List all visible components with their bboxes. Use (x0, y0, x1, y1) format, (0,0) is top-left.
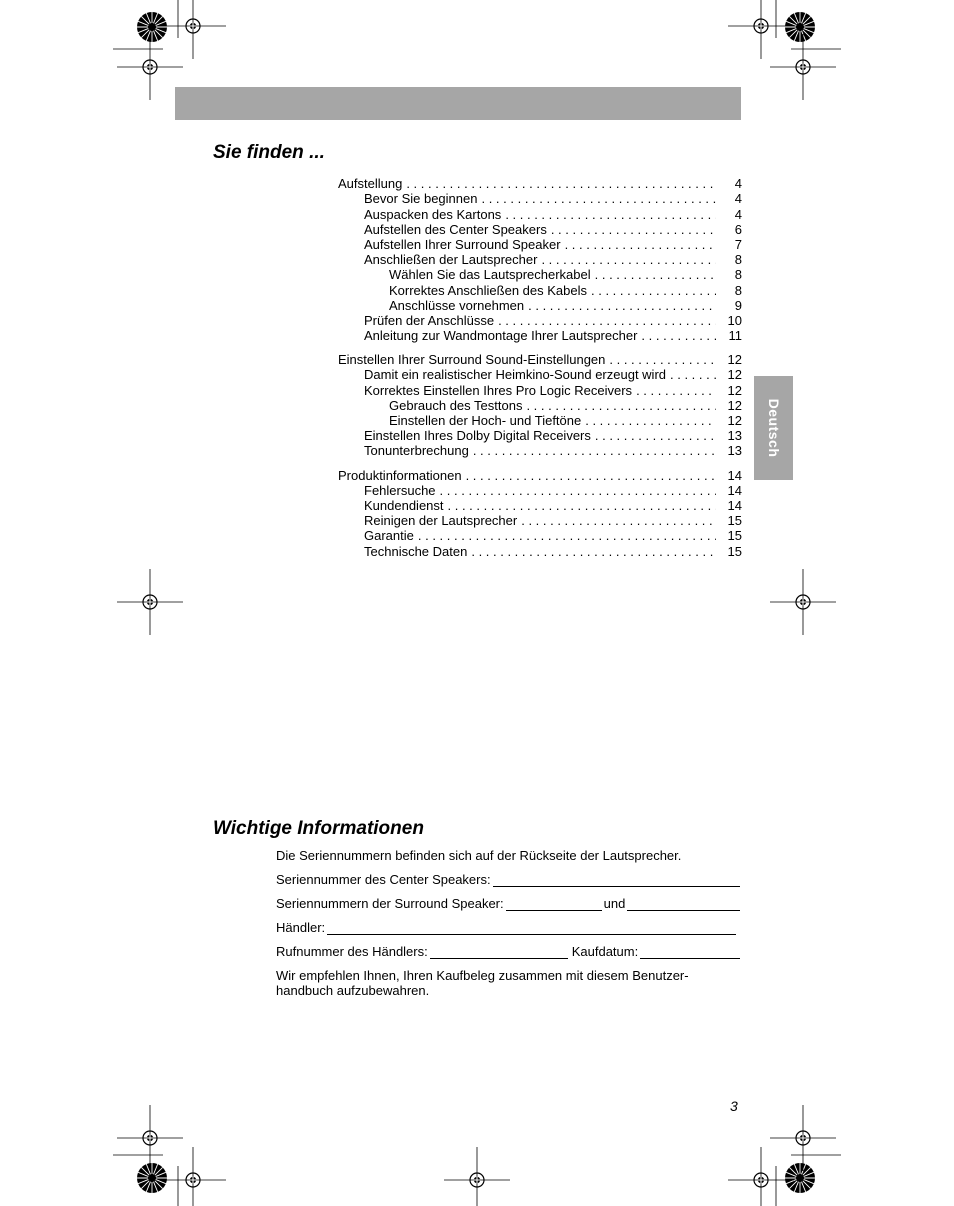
toc-entry-title: Bevor Sie beginnen (364, 191, 478, 207)
toc-leader-dots (609, 352, 716, 367)
toc-leader-dots (521, 513, 716, 528)
toc-entry (338, 513, 742, 528)
toc-leader-dots (641, 328, 716, 343)
toc-entry (338, 413, 742, 428)
toc-entry-page: 15 (727, 513, 742, 529)
toc-leader-dots (528, 298, 716, 313)
toc-entry-title: Einstellen Ihres Dolby Digital Receivers (364, 428, 591, 444)
important-info (276, 848, 742, 1007)
dealer-row (276, 920, 742, 935)
receipt-note (276, 968, 742, 998)
toc-entry-page: 14 (727, 482, 742, 498)
crosshair-mark (160, 0, 226, 59)
toc-entry-title: Tonunterbrechung (364, 443, 469, 459)
table-of-contents (338, 176, 742, 568)
starburst-mark (137, 12, 167, 42)
toc-entry-title: Technische Daten (364, 543, 468, 559)
toc-entry-page: 4 (734, 176, 742, 192)
toc-entry (338, 191, 742, 206)
toc-entry-page: 12 (727, 397, 742, 413)
toc-leader-dots (418, 528, 716, 543)
toc-entry (338, 267, 742, 282)
toc-group (338, 352, 742, 458)
starburst-mark (785, 12, 815, 42)
page-number: 3 (730, 1098, 738, 1114)
toc-entry-title: Reinigen der Lautsprecher (364, 513, 518, 529)
crosshair-mark (117, 34, 183, 100)
toc-leader-dots (595, 428, 716, 443)
toc-leader-dots (551, 222, 716, 237)
language-tab (754, 376, 793, 480)
toc-entry-page: 8 (734, 282, 742, 298)
surround-serial-field-1[interactable] (506, 899, 602, 911)
toc-entry (338, 382, 742, 397)
toc-leader-dots (471, 544, 716, 559)
toc-entry-title: Produktinformationen (338, 467, 462, 483)
toc-leader-dots (526, 398, 716, 413)
toc-entry (338, 443, 742, 458)
toc-entry (338, 543, 742, 558)
toc-leader-dots (406, 176, 716, 191)
toc-entry (338, 237, 742, 252)
toc-entry-page: 10 (727, 312, 742, 328)
receipt-note-line-2: handbuch aufzubewahren. (276, 983, 430, 998)
toc-entry-page: 9 (734, 297, 742, 313)
toc-entry-title: Anleitung zur Wandmontage Ihrer Lautsprecher (364, 328, 638, 344)
toc-entry-page: 14 (727, 467, 742, 483)
toc-leader-dots (481, 191, 716, 206)
toc-title: Sie finden ... (213, 142, 325, 163)
toc-entry (338, 282, 742, 297)
toc-entry-title: Aufstellen des Center Speakers (364, 221, 547, 237)
surround-serial-field-2[interactable] (627, 899, 740, 911)
toc-entry-title: Korrektes Anschließen des Kabels (389, 282, 587, 298)
toc-entry-title: Einstellen Ihrer Surround Sound-Einstellungen (338, 352, 606, 368)
toc-entry (338, 298, 742, 313)
toc-entry (338, 367, 742, 382)
toc-entry (338, 467, 742, 482)
toc-group (338, 467, 742, 558)
dealer-field[interactable] (327, 923, 736, 935)
header-bar (175, 87, 741, 120)
toc-entry-page: 4 (734, 206, 742, 222)
starburst-mark (785, 1163, 815, 1193)
toc-entry-title: Kundendienst (364, 497, 444, 513)
toc-entry-title: Garantie (364, 528, 414, 544)
toc-entry-title: Auspacken des Kartons (364, 206, 502, 222)
toc-leader-dots (595, 267, 716, 282)
toc-entry-page: 8 (734, 267, 742, 283)
toc-leader-dots (440, 483, 716, 498)
toc-entry (338, 428, 742, 443)
receipt-note-line-1: Wir empfehlen Ihnen, Ihren Kaufbeleg zusammen mit diesem Benutzer- (276, 968, 689, 983)
crosshair-mark (728, 0, 794, 59)
toc-leader-dots (585, 413, 716, 428)
toc-entry-title: Anschließen der Lautsprecher (364, 252, 538, 268)
crosshair-mark (117, 569, 183, 635)
toc-entry (338, 498, 742, 513)
dealer-label: Händler: (276, 920, 326, 935)
toc-group (338, 176, 742, 343)
toc-entry-title: Korrektes Einstellen Ihres Pro Logic Receivers (364, 382, 633, 398)
toc-leader-dots (541, 252, 716, 267)
toc-entry-page: 12 (727, 352, 742, 368)
toc-entry-page: 12 (727, 382, 742, 398)
dealer-phone-row (276, 944, 742, 959)
dealer-phone-label: Rufnummer des Händlers: (276, 944, 428, 959)
toc-leader-dots (466, 468, 716, 483)
toc-leader-dots (670, 367, 716, 382)
toc-entry-page: 13 (727, 428, 742, 444)
toc-entry-page: 11 (728, 328, 742, 344)
center-serial-label: Seriennummer des Center Speakers: (276, 872, 491, 887)
toc-entry-page: 4 (734, 191, 742, 207)
toc-leader-dots (565, 237, 716, 252)
crosshair-mark (117, 1105, 183, 1171)
crosshair-mark (444, 1147, 510, 1206)
purchase-date-field[interactable] (640, 947, 740, 959)
center-serial-field[interactable] (493, 875, 740, 887)
purchase-date-label: Kaufdatum: (571, 944, 639, 959)
toc-entry-page: 13 (727, 443, 742, 459)
toc-leader-dots (473, 443, 716, 458)
toc-entry-page: 12 (727, 367, 742, 383)
toc-entry-title: Anschlüsse vornehmen (389, 297, 525, 313)
crosshair-mark (160, 1147, 226, 1206)
toc-entry-title: Fehlersuche (364, 482, 436, 498)
starburst-mark (137, 1163, 167, 1193)
surround-serial-row (276, 896, 742, 911)
toc-entry-title: Einstellen der Hoch- und Tieftöne (389, 413, 582, 428)
toc-entry-page: 8 (734, 252, 742, 268)
toc-entry (338, 328, 742, 343)
toc-entry (338, 176, 742, 191)
toc-entry (338, 398, 742, 413)
toc-entry-title: Aufstellung (338, 176, 403, 192)
toc-leader-dots (498, 313, 716, 328)
crosshair-mark (728, 1147, 794, 1206)
toc-entry-title: Prüfen der Anschlüsse (364, 312, 495, 328)
toc-entry (338, 252, 742, 267)
surround-serial-label: Seriennummern der Surround Speaker: (276, 896, 504, 911)
center-serial-row (276, 872, 742, 887)
surround-and-text: und (603, 896, 626, 911)
toc-entry (338, 528, 742, 543)
language-tab-label: Deutsch (765, 398, 782, 458)
dealer-phone-field[interactable] (430, 947, 568, 959)
toc-entry-page: 12 (727, 413, 742, 428)
toc-entry-page: 7 (734, 236, 742, 252)
toc-entry (338, 222, 742, 237)
toc-entry (338, 483, 742, 498)
toc-leader-dots (636, 383, 716, 398)
toc-entry-title: Aufstellen Ihrer Surround Speaker (364, 236, 561, 252)
toc-entry-page: 6 (734, 221, 742, 237)
toc-entry-page: 15 (727, 528, 742, 544)
crosshair-mark (770, 34, 836, 100)
toc-entry (338, 352, 742, 367)
toc-entry-title: Wählen Sie das Lautsprecherkabel (389, 267, 591, 283)
crosshair-mark (770, 1105, 836, 1171)
info-title: Wichtige Informationen (213, 818, 424, 839)
toc-leader-dots (505, 207, 716, 222)
toc-entry (338, 206, 742, 221)
toc-leader-dots (448, 498, 716, 513)
info-intro: Die Seriennummern befinden sich auf der Rückseite der Lautsprecher. (276, 848, 682, 863)
crosshair-mark (770, 569, 836, 635)
toc-leader-dots (591, 283, 716, 298)
toc-entry (338, 313, 742, 328)
toc-entry-page: 15 (727, 543, 742, 559)
toc-entry-page: 14 (727, 497, 742, 513)
toc-entry-title: Damit ein realistischer Heimkino-Sound erzeugt wird (364, 367, 667, 383)
toc-entry-title: Gebrauch des Testtons (389, 397, 523, 413)
